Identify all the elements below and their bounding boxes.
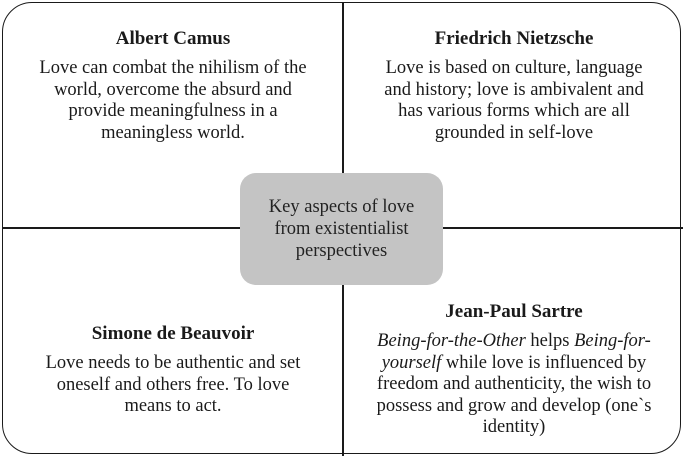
quadrant-title-camus: Albert Camus [115, 28, 231, 49]
quadrant-text-camus [8, 58, 338, 144]
text-line: provide meaningfulness in a [68, 101, 278, 121]
text-fragment: helps [525, 331, 575, 351]
text-line: Love can combat the nihilism of the [39, 58, 307, 78]
term-being-for-the-other: Being-for-the-Other [377, 331, 526, 351]
text-line: meaningless world. [101, 122, 245, 143]
text-line: Love is based on culture, language [385, 58, 643, 78]
quadrant-text-nietzsche [350, 58, 678, 144]
text-line: freedom and authenticity, the wish to [376, 374, 652, 394]
quadrant-sartre [348, 301, 680, 439]
quadrant-text-beauvoir [8, 353, 338, 418]
quadrant-title-nietzsche: Friedrich Nietzsche [434, 28, 594, 49]
quadrant-nietzsche [350, 28, 678, 144]
center-line: from existentialist [274, 219, 409, 239]
text-line: possess and grow and develop (one`s [376, 395, 652, 416]
term-being-for-yourself-part2: yourself [381, 352, 442, 373]
quadrant-title-beauvoir: Simone de Beauvoir [91, 323, 255, 344]
quadrant-text-sartre [348, 331, 680, 439]
text-line [348, 331, 680, 353]
center-line: perspectives [295, 241, 388, 261]
text-line: identity) [482, 417, 546, 437]
text-fragment: while love is influenced by [441, 352, 647, 373]
quadrant-title-sartre: Jean-Paul Sartre [445, 301, 583, 322]
text-line: and history; love is ambivalent and [384, 79, 644, 100]
text-line [348, 353, 680, 375]
text-line: Love needs to be authentic and set [45, 353, 301, 373]
text-line: means to act. [124, 396, 222, 416]
center-topic-box [240, 173, 443, 285]
term-being-for-yourself-part1: Being-for- [574, 331, 651, 351]
text-line: oneself and others free. To love [56, 374, 290, 395]
quadrant-beauvoir [8, 323, 338, 418]
quadrant-camus [8, 28, 338, 144]
text-line: grounded in self-love [434, 122, 594, 143]
center-line: Key aspects of love [268, 197, 415, 217]
center-topic-text [269, 196, 414, 262]
text-line: has various forms which are all [398, 101, 630, 121]
text-line: world, overcome the absurd and [54, 79, 292, 100]
